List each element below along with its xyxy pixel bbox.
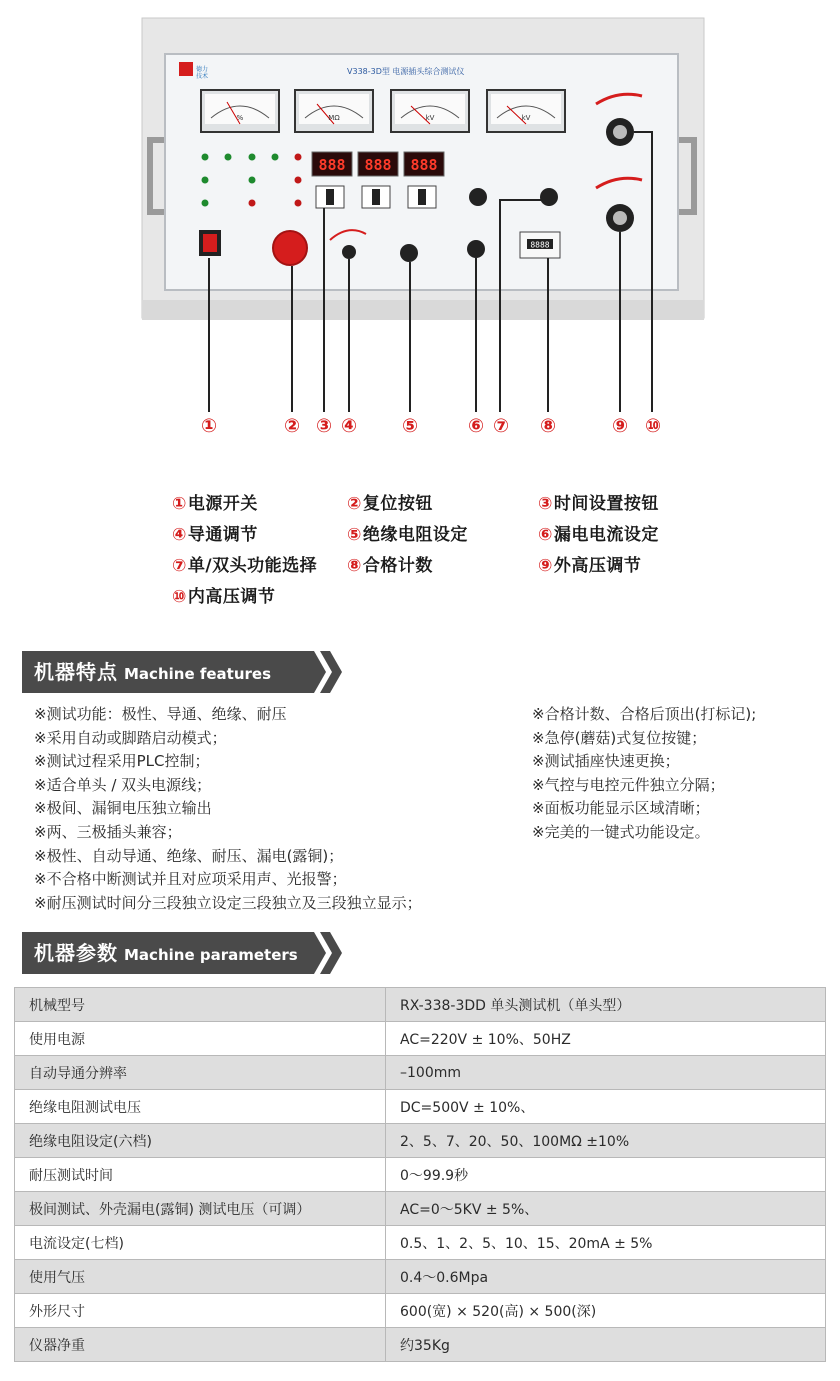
svg-text:888: 888 [410, 156, 438, 174]
param-name: 仪器净重 [15, 1328, 386, 1362]
param-value: 0～99.9秒 [386, 1158, 826, 1192]
legend-item-7: ⑦单/双头功能选择 [172, 556, 318, 576]
parameters-table [14, 987, 826, 1362]
callout-8: ⑧ [539, 415, 557, 437]
svg-text:MΩ: MΩ [328, 114, 340, 122]
feature-item: ※完美的一键式功能设定。 [532, 822, 710, 841]
table-row [15, 1158, 826, 1192]
param-value: AC=0～5KV ± 5%、 [386, 1192, 826, 1226]
callout-6: ⑥ [467, 415, 485, 437]
table-row [15, 1260, 826, 1294]
panel-title: V338-3D型 电源插头综合测试仪 [347, 67, 465, 76]
feature-item: ※面板功能显示区域清晰； [532, 799, 710, 818]
callout-3: ③ [315, 415, 333, 437]
digital-displays [312, 152, 444, 176]
param-value: RX-338-3DD 单头测试机（单头型） [386, 988, 826, 1022]
param-value: AC=220V ± 10%、50HZ [386, 1022, 826, 1056]
svg-text:%: % [236, 114, 244, 122]
legend-item-9: ⑨外高压调节 [538, 556, 642, 576]
parameters-title-cn: 机器参数 [34, 941, 118, 965]
feature-item: ※急停(蘑菇)式复位按键； [532, 728, 707, 747]
legend-item-10: ⑩内高压调节 [172, 587, 276, 607]
svg-text:kV: kV [521, 114, 531, 122]
features-header [22, 651, 344, 693]
param-name: 绝缘电阻测试电压 [15, 1090, 386, 1124]
feature-item: ※测试过程采用PLC控制； [34, 752, 210, 771]
table-row [15, 1328, 826, 1362]
feature-item: ※极间、漏铜电压独立输出 [34, 799, 212, 818]
legend-item-8: ⑧合格计数 [347, 556, 433, 576]
callout-2: ② [283, 415, 301, 437]
param-name: 使用气压 [15, 1260, 386, 1294]
callout-1: ① [200, 415, 218, 437]
param-name: 耐压测试时间 [15, 1158, 386, 1192]
features-right [532, 703, 756, 845]
param-value: DC=500V ± 10%、 [386, 1090, 826, 1124]
param-name: 机械型号 [15, 988, 386, 1022]
feature-item: ※两、三极插头兼容； [34, 822, 182, 841]
callout-5: ⑤ [401, 415, 419, 437]
feature-item: ※极性、自动导通、绝缘、耐压、漏电(露铜)； [34, 846, 344, 865]
leakage-knob [467, 240, 485, 258]
feature-item: ※不合格中断测试并且对应项采用声、光报警； [34, 870, 347, 889]
table-row [15, 1056, 826, 1090]
param-value: 0.5、1、2、5、10、15、20mA ± 5% [386, 1226, 826, 1260]
brand-logo-text: 德力 [196, 66, 209, 73]
pass-counter: 8888 [530, 240, 550, 250]
param-value: 0.4～0.6Mpa [386, 1260, 826, 1294]
param-name: 电流设定(七档) [15, 1226, 386, 1260]
legend-item-4: ④导通调节 [172, 525, 258, 545]
parameters-header [22, 932, 344, 974]
features-left [34, 703, 422, 915]
legend-item-3: ③时间设置按钮 [538, 494, 659, 514]
param-name: 使用电源 [15, 1022, 386, 1056]
feature-item: ※测试功能：极性、导通、绝缘、耐压 [34, 705, 287, 723]
svg-text:888: 888 [318, 156, 346, 174]
brand-logo [179, 62, 193, 76]
table-row [15, 1022, 826, 1056]
insulation-knob [400, 244, 418, 262]
parameters-title-en: Machine parameters [124, 946, 298, 964]
feature-item: ※耐压测试时间分三段独立设定三段独立及三段独立显示； [34, 893, 422, 912]
param-value: 600(宽) × 520(高) × 500(深) [386, 1294, 826, 1328]
continuity-knob [342, 245, 356, 259]
svg-text:888: 888 [364, 156, 392, 174]
param-name: 绝缘电阻设定(六档) [15, 1124, 386, 1158]
svg-text:技术: 技术 [196, 73, 209, 80]
param-name: 外形尺寸 [15, 1294, 386, 1328]
callout-7: ⑦ [492, 415, 510, 437]
param-value: –100mm [386, 1056, 826, 1090]
legend-item-5: ⑤绝缘电阻设定 [347, 525, 468, 545]
time-setting-buttons [316, 186, 436, 208]
legend-item-2: ②复位按钮 [347, 494, 433, 514]
legend-item-6: ⑥漏电电流设定 [538, 525, 659, 545]
feature-item: ※气控与电控元件独立分隔； [532, 775, 725, 794]
callout-10: ⑩ [644, 415, 662, 437]
table-row [15, 988, 826, 1022]
table-row [15, 1124, 826, 1158]
feature-item: ※测试插座快速更换； [532, 752, 680, 771]
features-title-cn: 机器特点 [34, 660, 118, 684]
table-row [15, 1294, 826, 1328]
feature-item: ※适合单头 / 双头电源线； [34, 775, 212, 794]
feature-item: ※采用自动或脚踏启动模式； [34, 728, 227, 747]
feature-item: ※合格计数、合格后顶出(打标记); [532, 705, 757, 723]
table-row [15, 1090, 826, 1124]
callout-9: ⑨ [611, 415, 629, 437]
table-row [15, 1226, 826, 1260]
param-value: 约35Kg [386, 1328, 826, 1362]
param-name: 自动导通分辨率 [15, 1056, 386, 1090]
legend-item-1: ①电源开关 [172, 494, 258, 514]
table-row [15, 1192, 826, 1226]
param-name: 极间测试、外壳漏电(露铜) 测试电压（可调） [15, 1192, 386, 1226]
callout-4: ④ [340, 415, 358, 437]
param-value: 2、5、7、20、50、100MΩ ±10% [386, 1124, 826, 1158]
features-title-en: Machine features [124, 665, 272, 683]
svg-text:kV: kV [425, 114, 435, 122]
machine-photo [0, 0, 840, 470]
